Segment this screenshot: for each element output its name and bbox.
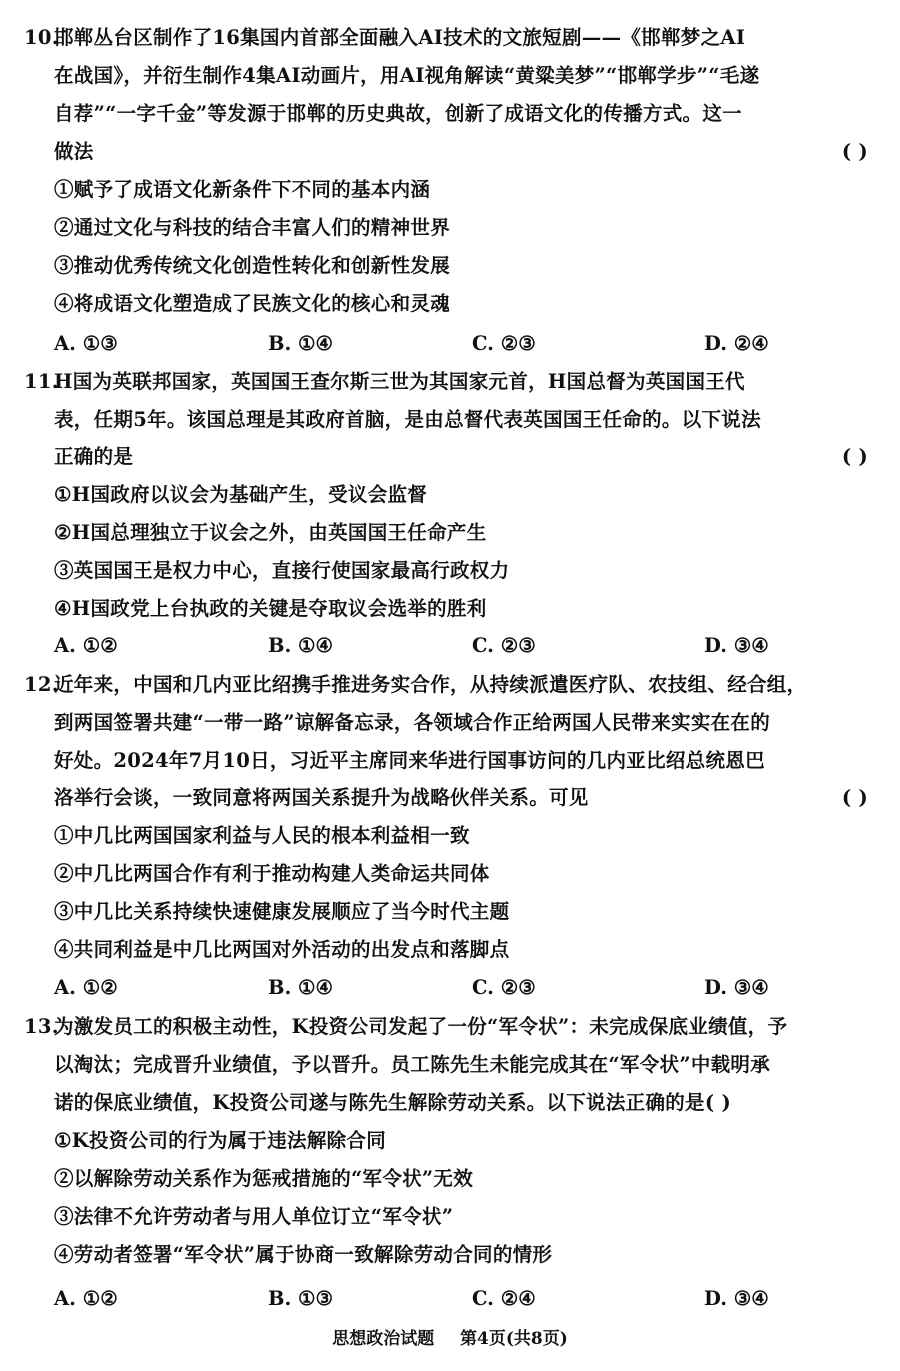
statement-item: ①H国政府以议会为基础产生，受议会监督	[54, 483, 428, 506]
option-a[interactable]: A. ①②	[54, 634, 118, 657]
option-d[interactable]: D. ③④	[704, 634, 769, 657]
option-c[interactable]: C. ②③	[472, 976, 536, 999]
option-c[interactable]: C. ②③	[472, 332, 536, 355]
statement-item: ④H国政党上台执政的关键是夺取议会选举的胜利	[54, 597, 487, 620]
statement-item: ②H国总理独立于议会之外，由英国国王任命产生	[54, 521, 487, 544]
page-footer	[0, 1326, 900, 1352]
question-number: 11.	[24, 370, 59, 393]
option-a[interactable]: A. ①②	[54, 976, 118, 999]
question-stem-line: 表，任期5年。该国总理是其政府首脑，是由总督代表英国国王任命的。以下说法	[54, 408, 761, 431]
option-d[interactable]: D. ③④	[704, 976, 769, 999]
statement-item: ①中几比两国国家利益与人民的根本利益相一致	[54, 824, 470, 847]
question-stem-line: 做法 ( )	[54, 138, 870, 166]
option-d[interactable]: D. ③④	[704, 1287, 769, 1310]
answer-bracket: ( )	[704, 1091, 732, 1114]
option-b[interactable]: B. ①④	[268, 634, 334, 657]
statement-item: ②以解除劳动关系作为惩戒措施的“军令状”无效	[54, 1167, 474, 1190]
question-stem-line: 在战国》，并衍生制作4集AI动画片，用AI视角解读“黄粱美梦”“邯郸学步”“毛遂	[54, 64, 760, 87]
question-number: 10.	[24, 26, 59, 49]
statement-item: ②通过文化与科技的结合丰富人们的精神世界	[54, 216, 451, 239]
question-stem-line: 好处。2024年7月10日，习近平主席同来华进行国事访问的几内亚比绍总统恩巴	[54, 749, 765, 772]
question-stem-line: 正确的是 ( )	[54, 443, 870, 471]
statement-item: ④共同利益是中几比两国对外活动的出发点和落脚点	[54, 938, 510, 961]
question-stem-line: 12.近年来，中国和几内亚比绍携手推进务实合作，从持续派遣医疗队、农技组、经合组，	[24, 671, 870, 699]
option-c[interactable]: C. ②③	[472, 634, 536, 657]
footer-page-info: 第4页(共8页)	[460, 1329, 568, 1349]
option-a[interactable]: A. ①③	[54, 332, 118, 355]
answer-bracket: ( )	[841, 445, 868, 468]
statement-item: ④劳动者签署“军令状”属于协商一致解除劳动合同的情形	[54, 1243, 553, 1266]
question-stem-line: 10.邯郸丛台区制作了16集国内首部全面融入AI技术的文旅短剧——《邯郸梦之AI	[24, 24, 870, 52]
statement-item: ①K投资公司的行为属于违法解除合同	[54, 1129, 387, 1152]
question-stem-line: 洛举行会谈，一致同意将两国关系提升为战略伙伴关系。可见 ( )	[54, 784, 870, 812]
question-number: 13.	[24, 1015, 59, 1038]
option-b[interactable]: B. ①④	[268, 976, 334, 999]
option-b[interactable]: B. ①④	[268, 332, 334, 355]
answer-bracket: ( )	[841, 786, 868, 809]
statement-item: ③英国国王是权力中心，直接行使国家最高行政权力	[54, 559, 510, 582]
options-row	[54, 330, 870, 358]
option-c[interactable]: C. ②④	[472, 1287, 536, 1310]
options-row	[54, 632, 870, 660]
statement-item: ③中几比关系持续快速健康发展顺应了当今时代主题	[54, 900, 510, 923]
statement-item: ③推动优秀传统文化创造性转化和创新性发展	[54, 254, 451, 277]
statement-item: ③法律不允许劳动者与用人单位订立“军令状”	[54, 1205, 454, 1228]
option-b[interactable]: B. ①③	[268, 1287, 334, 1310]
question-stem-line: 11.H国为英联邦国家，英国国王查尔斯三世为其国家元首，H国总督为英国国王代	[24, 368, 870, 396]
option-d[interactable]: D. ②④	[704, 332, 769, 355]
question-stem-line: 诺的保底业绩值，K投资公司遂与陈先生解除劳动关系。以下说法正确的是( )	[54, 1091, 732, 1114]
question-stem-line: 到两国签署共建“一带一路”谅解备忘录，各领域合作正给两国人民带来实实在在的	[54, 711, 771, 734]
question-number: 12.	[24, 673, 59, 696]
statement-item: ④将成语文化塑造成了民族文化的核心和灵魂	[54, 292, 451, 315]
statement-item: ②中几比两国合作有利于推动构建人类命运共同体	[54, 862, 490, 885]
options-row	[54, 1285, 870, 1313]
question-stem-line: 自荐”“一字千金”等发源于邯郸的历史典故，创新了成语文化的传播方式。这一	[54, 102, 742, 125]
answer-bracket: ( )	[841, 140, 868, 163]
option-a[interactable]: A. ①②	[54, 1287, 118, 1310]
options-row	[54, 974, 870, 1002]
footer-subject: 思想政治试题	[332, 1329, 435, 1349]
question-stem-line: 以淘汰；完成晋升业绩值，予以晋升。员工陈先生未能完成其在“军令状”中载明承	[54, 1053, 771, 1076]
statement-item: ①赋予了成语文化新条件下不同的基本内涵	[54, 178, 431, 201]
question-stem-line: 13.为激发员工的积极主动性，K投资公司发起了一份“军令状”：未完成保底业绩值，予	[24, 1013, 870, 1041]
